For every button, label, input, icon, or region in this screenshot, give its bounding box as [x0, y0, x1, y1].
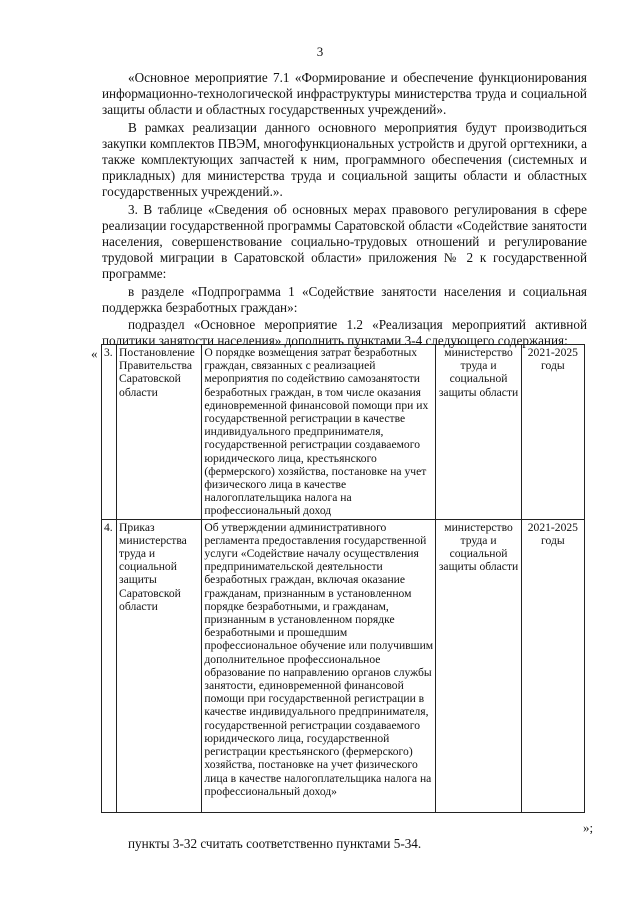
act-type: Приказ министерства труда и социальной защиты Саратовской области — [117, 519, 202, 812]
table-close-quote: »; — [583, 820, 594, 835]
table-open-quote: « — [91, 346, 98, 361]
closing-paragraph: пункты 3-32 считать соответственно пунктами 5-34. — [128, 836, 422, 851]
row-number: 4. — [102, 519, 117, 812]
table-row — [102, 519, 585, 812]
paragraph-3: 3. В таблице «Сведения об основных мерах правового регулирования в сфере реализации государственной программы Саратовской области «Содействие занятости населения, совершенствование социально-трудовых отношений и регулирование трудовой миграции в Саратовской области» приложения № 2 к государственной программе: — [102, 201, 587, 282]
paragraph-5: подраздел «Основное мероприятие 1.2 «Реализация мероприятий активной политики занятости населения» дополнить пунктами 3-4 следующего содержания: — [102, 317, 587, 349]
term: 2021-2025 годы — [521, 519, 584, 812]
body-text — [102, 70, 587, 350]
paragraph-1: «Основное мероприятие 7.1 «Формирование и обеспечение функционирования информационно-технологической инфраструктуры министерства труда и социальной защиты области и областных государственных учреждений». — [102, 70, 587, 118]
executor: министерство труда и социальной защиты области — [436, 345, 521, 520]
row-number: 3. — [102, 345, 117, 520]
paragraph-2: В рамках реализации данного основного мероприятия будут производиться закупки комплектов ПВЭМ, многофункциональных устройств и другой оргтехники, а также комплектующих запчастей к ним, программного обеспечения (системных и прикладных) для министерства труда и социальной защиты области и областных государственных учреждений.». — [102, 119, 587, 200]
term: 2021-2025 годы — [521, 345, 584, 520]
table-row — [102, 345, 585, 520]
act-type: Постановление Правительства Саратовской области — [117, 345, 202, 520]
act-title: О порядке возмещения затрат безработных граждан, связанных с реализацией мероприятия по содействию самозанятости безработных граждан, в том числе оказания единовременной финансовой помощи при их государственной регистрации в качестве индивидуального предпринимателя, государственной регистрации создаваемого юридического лица, крестьянского (фермерского) хозяйства, постановке на учет физического лица в качестве налогоплательщика налога на профессиональный доход — [202, 345, 436, 520]
page-number: 3 — [316, 44, 324, 59]
executor: министерство труда и социальной защиты области — [436, 519, 521, 812]
act-title: Об утверждении административного регламента предоставления государственной услуги «Содействие началу осуществления предпринимательской деятельности безработных граждан, включая оказание гражданам, признанным в установленном порядке безработными, и гражданам, признанным в установленном порядке безработными и прошедшим профессиональное обучение или получившим дополнительное профессиональное образование по направлению органов службы занятости, единовременной финансовой помощи при государственной регистрации в качестве индивидуального предпринимателя, государственной регистрации создаваемого юридического лица, государственной регистрации крестьянского (фермерского) хозяйства, постановке на учет физического лица в качестве налогоплательщика налога на профессиональный доход» — [202, 519, 436, 812]
paragraph-4: в разделе «Подпрограмма 1 «Содействие занятости населения и социальная поддержка безработных граждан»: — [102, 283, 587, 315]
legal-measures-table — [101, 344, 585, 813]
